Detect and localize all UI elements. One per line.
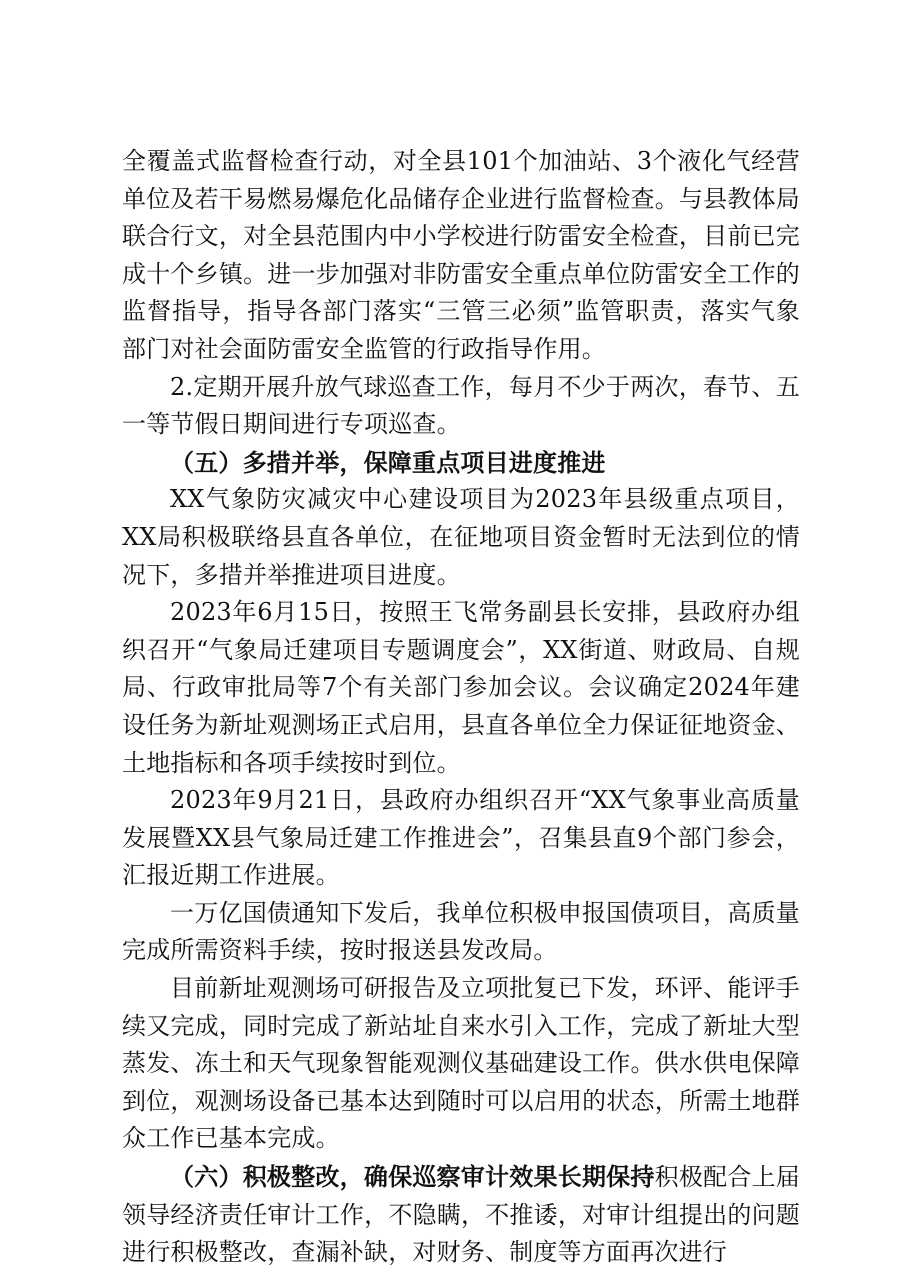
section-heading-6: （六）积极整改，确保巡察审计效果长期保持 xyxy=(170,1162,655,1192)
paragraph-balloon-patrol: 2.定期开展升放气球巡查工作，每月不少于两次，春节、五一等节假日期间进行专项巡查。 xyxy=(122,372,800,439)
paragraph-audit-rectification xyxy=(122,1158,800,1272)
paragraph-national-bonds: 一万亿国债通知下发后，我单位积极申报国债项目，高质量完成所需资料手续，按时报送县发改局。 xyxy=(122,898,800,965)
paragraph-inspection-continued: 全覆盖式监督检查行动，对全县101个加油站、3个液化气经营单位及若干易燃易爆危化品储存企业进行监督检查。与县教体局联合行文，对全县范围内中小学校进行防雷安全检查，目前已完成十个乡镇。进一步加强对非防雷安全重点单位防雷安全工作的监督指导，指导各部门落实“三管三必须”监管职责，落实气象部门对社会面防雷安全监管的行政指导作用。 xyxy=(122,147,800,363)
paragraph-audit-text: 积极配合上届领导经济责任审计工作，不隐瞒，不推诿，对审计组提出的问题进行积极整改，查漏补缺，对财务、制度等方面再次进行 xyxy=(122,1163,800,1267)
paragraph-september-meeting: 2023年9月21日，县政府办组织召开“XX气象事业高质量发展暨XX县气象局迁建工作推进会”，召集县直9个部门参会，汇报近期工作进展。 xyxy=(122,786,800,890)
paragraph-key-project: XX气象防灾减灾中心建设项目为2023年县级重点项目，XX局积极联络县直各单位，在征地项目资金暂时无法到位的情况下，多措并举推进项目进度。 xyxy=(122,485,800,589)
paragraph-site-progress: 目前新址观测场可研报告及立项批复已下发，环评、能评手续又完成，同时完成了新站址自来水引入工作，完成了新址大型蒸发、冻土和天气现象智能观测仪基础建设工作。供水供电保障到位，观测场设备已基本达到随时可以启用的状态，所需土地群众工作已基本完成。 xyxy=(122,974,800,1153)
document-body xyxy=(122,143,800,1272)
section-heading-5: （五）多措并举，保障重点项目进度推进 xyxy=(170,447,606,477)
paragraph-june-meeting: 2023年6月15日，按照王飞常务副县长安排，县政府办组织召开“气象局迁建项目专题调度会”，XX街道、财政局、自规局、行政审批局等7个有关部门参加会议。会议确定2024年建设任务为新址观测场正式启用，县直各单位全力保证征地资金、土地指标和各项手续按时到位。 xyxy=(122,598,800,777)
